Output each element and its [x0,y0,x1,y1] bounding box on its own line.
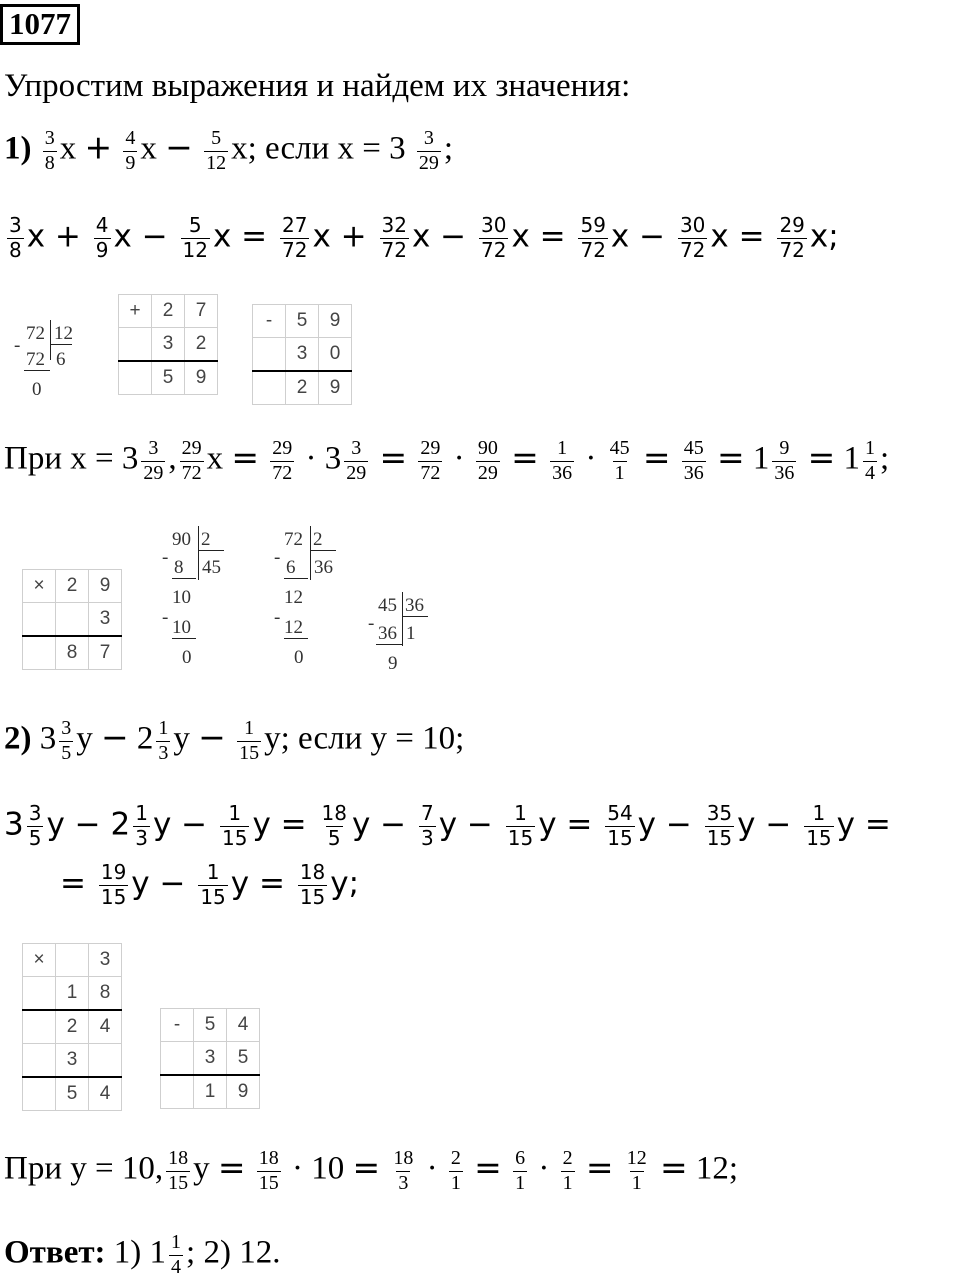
digit-cell: 3 [89,603,122,637]
digit-cell: × [23,944,56,977]
fraction: $\frac{3}{8}$ [44,127,55,174]
digit-cell: 3 [286,338,319,372]
digit-cell: 1 [194,1075,227,1109]
table-row [23,977,122,1011]
part1-evaluation: При x = 3 $\frac{3}{29}$ , $\frac{29}{72}$ x = $\frac{29}{72}$ · 3 $\frac{3}{29}$ = $\frac{29}{72}$ · $\frac{90}{29}$ = $\frac{1}{36}$ · $\frac{45}{1}$ = $\frac{45}{36}$ = 1 $\frac{9}{36}$ = 1 $\frac{1}{4}$ ; [4,437,890,484]
table-row [23,603,122,637]
fraction: $\frac{4}{9}$ [125,127,136,174]
digit-cell [56,944,89,977]
digit-cell: 8 [89,977,122,1011]
digit-cell: 5 [227,1042,260,1076]
digit-cell: - [253,305,286,338]
fraction: $\frac{3}{29}$ [418,127,439,174]
table-row [23,570,122,603]
table-row [23,1010,122,1044]
intro-text: Упростим выражения и найдем их значения: [4,68,631,104]
subtraction-table-54-35 [160,1008,260,1109]
digit-cell: 4 [227,1009,260,1042]
digit-cell: 7 [185,295,218,328]
part2-simplification-line2: = $\frac{19}{15}$ y − $\frac{1}{15}$ y = $\frac{18}{15}$ y; [60,860,360,909]
digit-cell [89,1044,122,1078]
digit-cell: 5 [56,1077,89,1111]
part2-evaluation: При y = 10, $\frac{18}{15}$ y = $\frac{18}{15}$ · 10 = $\frac{18}{3}$ · $\frac{2}{1}$ = $\frac{6}{1}$ · $\frac{2}{1}$ = $\frac{12}{1}$ = 12; [4,1147,739,1194]
digit-cell: 4 [89,1077,122,1111]
addition-table-27-32 [118,294,218,395]
answer-label: Ответ: [4,1234,106,1271]
subtraction-table-59-30 [252,304,352,405]
digit-cell: 5 [194,1009,227,1042]
digit-cell: 2 [56,1010,89,1044]
long-division-72-2: 72 2 - 6 36 12 - 12 0 [272,526,352,676]
digit-cell: 2 [286,371,319,405]
table-row [119,295,218,328]
digit-cell: 9 [227,1075,260,1109]
table-row [253,305,352,338]
digit-cell [253,371,286,405]
digit-cell: 9 [319,305,352,338]
digit-cell [56,603,89,637]
digit-cell [23,1044,56,1078]
digit-cell [23,1010,56,1044]
digit-cell [119,361,152,395]
fraction: $\frac{5}{12}$ [206,127,227,174]
digit-cell [119,328,152,362]
digit-cell: 3 [152,328,185,362]
part2-label: 2) [4,720,32,757]
digit-cell: 3 [56,1044,89,1078]
table-row [253,371,352,405]
digit-cell: 9 [319,371,352,405]
digit-cell: 9 [89,570,122,603]
long-division-45-36: 45 36 - 36 1 9 [366,592,446,682]
digit-cell [23,636,56,670]
digit-cell: × [23,570,56,603]
long-division-72-12: 72 12 - 72 6 0 [10,320,80,410]
digit-cell: + [119,295,152,328]
multiplication-table-29-3 [22,569,122,670]
part2-simplification-line1: 3 $\frac{3}{5}$ y − 2 $\frac{1}{3}$ y − $\frac{1}{15}$ y = $\frac{18}{5}$ y − $\frac{7}{3}$ y − $\frac{1}{15}$ y = $\frac{54}{15}$ y − $\frac{35}{15}$ y − $\frac{1}{15}$ y = [4,801,891,850]
table-row [23,1077,122,1111]
digit-cell: 8 [56,636,89,670]
answer-line: Ответ: 1) 1 $\frac{1}{4}$ ; 2) 12. [4,1231,281,1278]
digit-cell [253,338,286,372]
table-row [161,1075,260,1109]
part2-statement: 2) 3 $\frac{3}{5}$ y − 2 $\frac{1}{3}$ y − $\frac{1}{15}$ y; если y = 10; [4,717,465,764]
part1-statement: 1) $\frac{3}{8}$ x + $\frac{4}{9}$ x − $\frac{5}{12}$ x; если x = 3 $\frac{3}{29}$ ; [4,127,454,174]
digit-cell: 2 [185,328,218,362]
table-row [119,328,218,362]
digit-cell [161,1075,194,1109]
digit-cell [23,1077,56,1111]
digit-cell: 3 [194,1042,227,1076]
digit-cell: 4 [89,1010,122,1044]
digit-cell: 1 [56,977,89,1011]
multiplication-table-18-3 [22,943,122,1111]
digit-cell: - [161,1009,194,1042]
digit-cell: 7 [89,636,122,670]
table-row [23,636,122,670]
digit-cell: 0 [319,338,352,372]
part1-simplification: $\frac{3}{8}$ x + $\frac{4}{9}$ x − $\frac{5}{12}$ x = $\frac{27}{72}$ x + $\frac{32}{72}$ x − $\frac{30}{72}$ x = $\frac{59}{72}$ x − $\frac{30}{72}$ x = $\frac{29}{72}$ x; [9,213,839,262]
table-row [161,1042,260,1076]
problem-number: 1077 [0,4,80,45]
digit-cell: 3 [89,944,122,977]
table-row [161,1009,260,1042]
table-row [119,361,218,395]
digit-cell: 2 [152,295,185,328]
digit-cell: 5 [152,361,185,395]
table-row [23,1044,122,1078]
long-division-90-2: 90 2 - 8 45 10 - 10 0 [160,526,240,676]
table-row [253,338,352,372]
digit-cell [23,977,56,1011]
digit-cell: 9 [185,361,218,395]
digit-cell: 5 [286,305,319,338]
part1-label: 1) [4,130,32,167]
table-row [23,944,122,977]
digit-cell: 2 [56,570,89,603]
digit-cell [23,603,56,637]
digit-cell [161,1042,194,1076]
